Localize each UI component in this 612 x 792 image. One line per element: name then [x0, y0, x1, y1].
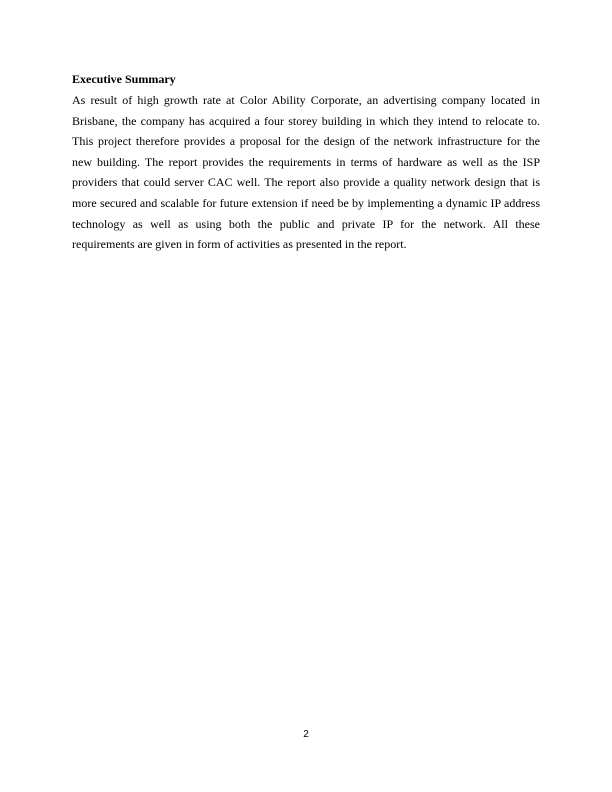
- paragraph-line: providers that could server CAC well. The report also provide a quality network design that is: [72, 175, 540, 190]
- paragraph-line: Brisbane, the company has acquired a four storey building in which they intend to relocate to.: [72, 113, 540, 128]
- paragraph-line: new building. The report provides the requirements in terms of hardware as well as the ISP: [72, 154, 540, 169]
- paragraph-line: As result of high growth rate at Color Ability Corporate, an advertising company located in: [72, 93, 540, 107]
- paragraph-line: requirements are given in form of activities as presented in the report.: [72, 237, 407, 252]
- paragraph-line: more secured and scalable for future extension if need be by implementing a dynamic IP address: [72, 195, 540, 210]
- paragraph-line: This project therefore provides a proposal for the design of the network infrastructure for the: [72, 134, 540, 149]
- page-number: 2: [303, 729, 309, 740]
- section-heading: Executive Summary: [72, 72, 176, 86]
- executive-summary-paragraph: [72, 92, 540, 257]
- paragraph-line: technology as well as using both the public and private IP for the network. All these: [72, 216, 540, 231]
